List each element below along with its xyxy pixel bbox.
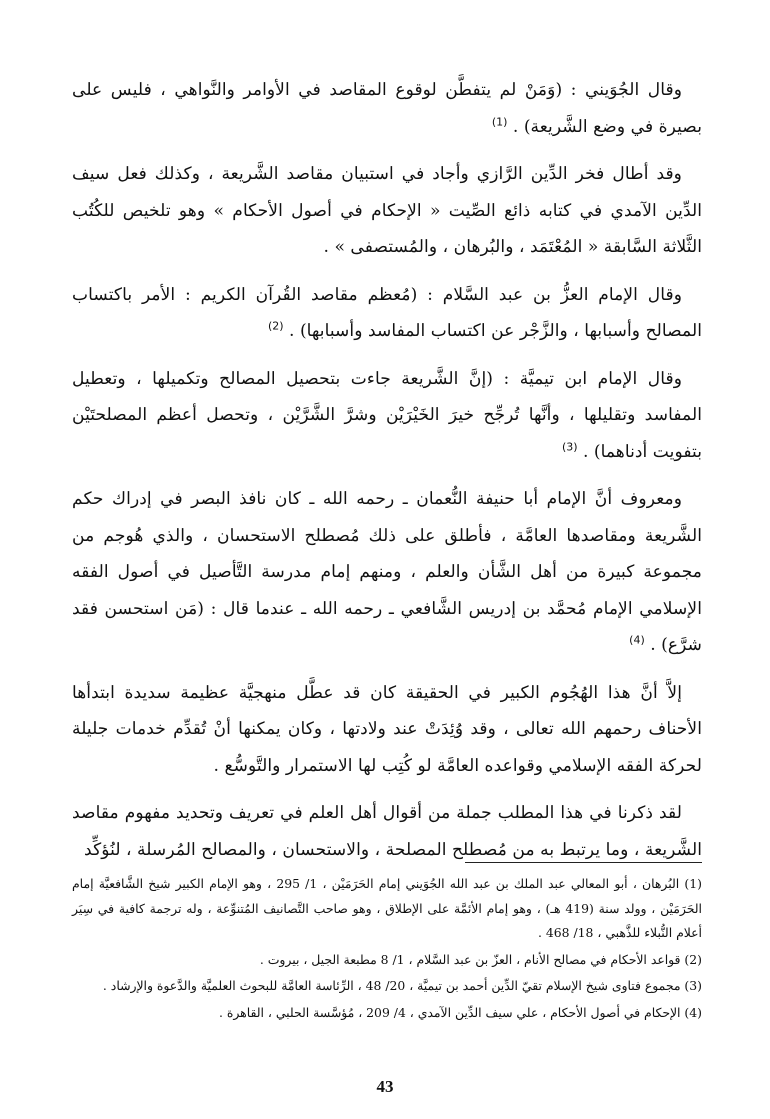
footnote: (4) الإحكام في أصول الأحكام ، علي سيف الدِّين الآمدي ، 4/ 209 ، مُؤسَّسة الحلبي ، القاهرة .: [218, 1004, 702, 1020]
footnote-reference: (4): [629, 633, 645, 647]
footnote-separator: [465, 862, 702, 863]
footnote-reference: (1): [491, 114, 508, 128]
footnote: (3) مجموع فتاوى شيخ الإسلام تقيّ الدِّين أحمد بن تيميَّة ، 20/ 48 ، الرِّئاسة العامَّة للبحوث العلميَّة والدَّعوة والإرشاد .: [102, 978, 702, 993]
footnote: (2) قواعد الأحكام في مصالح الأنام ، العزّ بن عبد السَّلام ، 1/ 8 مطبعة الجيل ، بيروت .: [259, 951, 702, 967]
paragraph: لقد ذكرنا في هذا المطلب جملة من أقوال أهل العلم في تعريف وتحديد مفهوم مقاصد الشَّريعة ، وما يرتبط به من مُصطلح المصلحة ، والاستحسان ، والمصالح المُرسلة ، لنُؤكِّد: [72, 803, 702, 860]
paragraph: وقال الإمام ابن تيميَّة : (إنَّ الشَّريعة جاءت بتحصيل المصالح وتكميلها ، وتعطيل المفاسد وتقليلها ، وأنَّها تُرجِّح خيرَ الخَيْرَيْن وشرَّ الشَّرَّيْن ، وتحصل أعظم المصلحتَيْن بتفويت أدناهما) . $^{(3)}$: [72, 368, 702, 462]
page-number: 43: [376, 1077, 394, 1096]
paragraph: وقد أطال فخر الدِّين الرَّازي وأجاد في استبيان مقاصد الشَّريعة ، وكذلك فعل سيف الدِّين الآمدي في كتابه ذائع الصِّيت « الإحكام في أصول الأحكام » وهو تلخيص للكُتُب الثَّلاثة السَّابقة « المُعْتَمَد ، والبُرهان ، والمُستصفى » .: [72, 164, 702, 257]
paragraph: إلاَّ أنَّ هذا الهُجُوم الكبير في الحقيقة كان قد عطَّل منهجيَّة عظيمة سديدة ابتدأها الأحناف رحمهم الله تعالى ، وقد وُئِدَتْ عند ولادتها ، وكان يمكنها أنْ تُقدِّم خدمات جليلة لحركة الفقه الإسلامي وقواعده العامَّة لو كُتِب لها الاستمرار والتَّوسُّع .: [72, 682, 702, 776]
footnotes: [72, 872, 702, 1027]
footnote-reference: (3): [561, 439, 578, 453]
footnote-reference: (2): [267, 319, 284, 333]
main-text: [72, 72, 702, 879]
paragraph: ومعروف أنَّ الإمام أبا حنيفة النُّعمان ـ رحمه الله ـ كان نافذ البصر في إدراك حكم الشَّريعة ومقاصدها العامَّة ، فأطلق على ذلك مُصطلح الاستحسان ، والذي هُوجم من مجموعة كبيرة من أهل الشَّأن والعلم ، ومنهم إمام مدرسة التَّأصيل في أصول الفقه الإسلامي الإمام مُحمَّد بن إدريس الشَّافعي ـ رحمه الله ـ عندما قال : (مَن استحسن فقد شرَّع) . $^{(4)}$: [72, 489, 702, 655]
footnote: (1) البُرهان ، أبو المعالي عبد الملك بن عبد الله الجُوَيني إمام الحَرَمَيْن ، 1/ 295 ، وهو الإمام الكبير شيخ الشَّافعيَّة إمام الحَرَمَيْن ، وولد سنة (419 هـ) ، وهو إمام الأئمَّة على الإطلاق ، وهو صاحب التَّصانيف المُتنوِّعة ، وله ترجمة كافية في سِيَر أعلام النُّبلاء للذَّهبي ، 18/ 468 .: [72, 876, 702, 940]
paragraph: وقال الإمام العزُّ بن عبد السَّلام : (مُعظم مقاصد القُرآن الكريم : الأمر باكتساب المصالح وأسبابها ، والزَّجْر عن اكتساب المفاسد وأسبابها) . $^{(2)}$: [72, 284, 702, 341]
paragraph: وقال الجُوَيني : (وَمَنْ لم يتفطَّن لوقوع المقاصد في الأوامر والنَّواهي ، فليس على بصيرة في وضع الشَّريعة) . $^{(1)}$: [72, 80, 702, 137]
